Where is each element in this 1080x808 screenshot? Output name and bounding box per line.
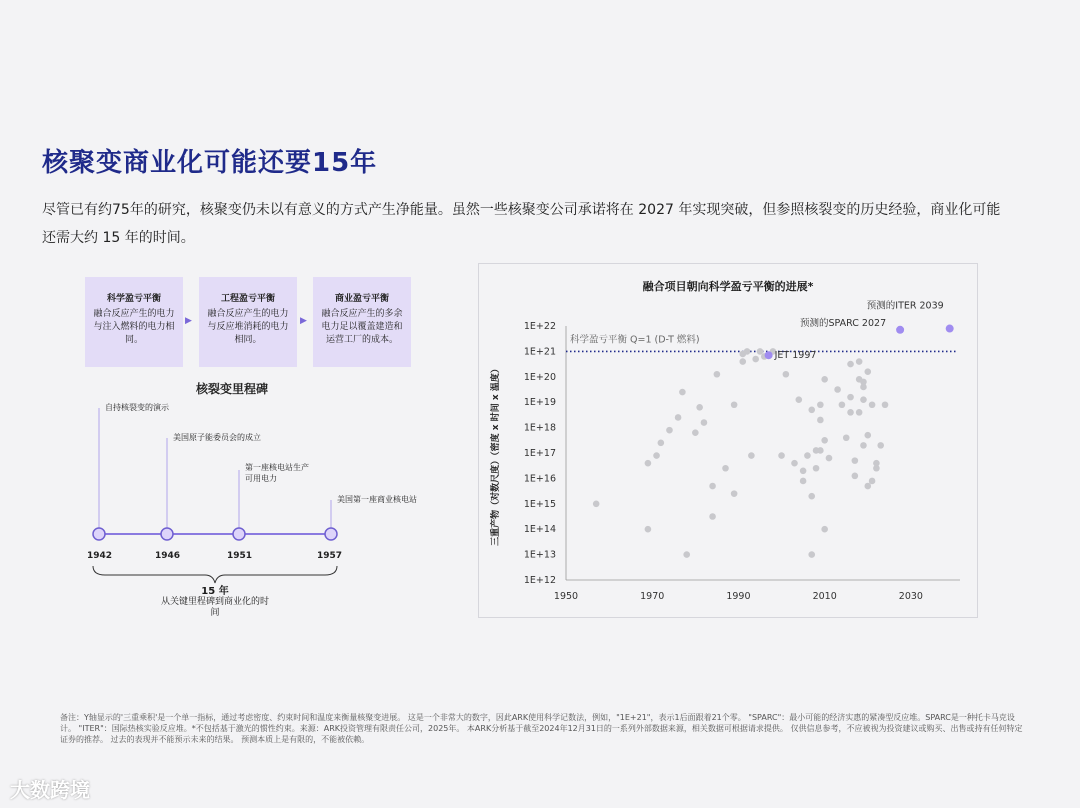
milestone-year: 1946: [155, 551, 181, 561]
data-point: [791, 460, 798, 467]
highlight-label: JET 1997: [774, 350, 817, 362]
data-point: [860, 379, 867, 386]
milestone-year: 1942: [87, 551, 113, 561]
y-tick-label: 1E+17: [523, 448, 556, 459]
data-point: [653, 452, 660, 459]
stage-desc: 融合反应产生的电力与注入燃料的电力相同。: [93, 309, 175, 345]
data-point: [808, 407, 815, 414]
data-point: [821, 437, 828, 444]
data-point: [808, 493, 815, 500]
milestone-label: 第一座核电站生产可用电力: [245, 463, 309, 483]
data-point: [783, 371, 790, 378]
data-point: [731, 401, 738, 408]
data-point: [701, 419, 708, 426]
data-point: [778, 452, 785, 459]
y-tick-label: 1E+18: [523, 422, 556, 434]
data-point: [696, 404, 703, 411]
timeline-title: 核裂变里程碑: [196, 382, 269, 396]
stage-title: 科学盈亏平衡: [106, 294, 161, 304]
data-point: [800, 467, 807, 474]
arrow-right-icon: ▶: [300, 316, 307, 326]
data-points: [593, 348, 888, 558]
data-point: [860, 396, 867, 403]
milestone-label: 美国第一座商业核电站: [337, 495, 417, 504]
data-point: [666, 427, 673, 434]
data-point: [683, 551, 690, 558]
duration-caption: 从关键里程碑到商业化的时间: [160, 597, 269, 618]
y-tick-label: 1E+21: [523, 346, 556, 358]
data-point: [658, 440, 665, 447]
milestone-label: 自持核裂变的演示: [105, 403, 169, 412]
stage-desc: 融合反应产生的电力与反应堆消耗的电力相同。: [207, 309, 289, 345]
y-ticks: [524, 321, 556, 586]
stage-title: 工程盈亏平衡: [220, 294, 275, 304]
data-point: [675, 414, 682, 421]
chart-title: 融合项目朝向科学盈亏平衡的进展*: [642, 280, 814, 293]
data-point: [808, 551, 815, 558]
data-point: [757, 348, 764, 355]
x-tick-label: 1950: [553, 591, 579, 602]
data-point: [593, 501, 600, 508]
watermark-logo: 大数跨境: [10, 778, 90, 802]
data-point: [826, 455, 833, 462]
y-tick-label: 1E+19: [523, 397, 556, 409]
y-tick-label: 1E+13: [523, 549, 556, 561]
highlight-point: [765, 351, 773, 359]
data-point: [731, 490, 738, 497]
data-point: [679, 389, 686, 396]
x-tick-label: 2010: [812, 591, 837, 602]
data-point: [839, 401, 846, 408]
data-point: [873, 460, 880, 467]
data-point: [817, 401, 824, 408]
highlight-point: [896, 326, 904, 334]
data-point: [864, 368, 871, 375]
y-tick-label: 1E+14: [523, 524, 556, 536]
y-axis-label: 三重产物（对数尺度）（密度 x 时间 x 温度）: [491, 364, 501, 546]
data-point: [843, 434, 850, 441]
data-point: [752, 356, 759, 363]
data-point: [821, 526, 828, 533]
data-point: [817, 417, 824, 424]
data-point: [722, 465, 729, 472]
data-point: [821, 376, 828, 383]
data-point: [847, 394, 854, 401]
duration-value: 15 年: [201, 586, 229, 597]
milestone-label: 美国原子能委员会的成立: [173, 433, 261, 442]
data-point: [796, 396, 803, 403]
y-tick-label: 1E+20: [523, 371, 556, 383]
data-point: [744, 348, 751, 355]
data-point: [864, 432, 871, 439]
data-point: [847, 409, 854, 416]
data-point: [692, 429, 699, 436]
data-point: [804, 452, 811, 459]
breakeven-label: 科学盈亏平衡 Q=1 (D-T 燃料): [570, 334, 700, 346]
data-point: [834, 386, 841, 393]
x-ticks: [554, 591, 923, 602]
data-point: [714, 371, 721, 378]
stage-desc: 融合反应产生的多余电力足以覆盖建造和运营工厂的成本。: [321, 309, 403, 345]
footnote: 备注：Y轴显示的'三重乘积'是一个单一指标，通过考虑密度、约束时间和温度来衡量核聚变进展。 这是一个非常大的数字，因此ARK使用科学记数法，例如，"1E+21"，表示1后面跟着21个零。 "SPARC"：最小可能的经济实惠的紧凑型反应堆。SPARC是一种托卡马克设计。 "ITER"：国际热核实验反应堆。*不包括基于激光的惯性约束。来源：ARK投资管理有限责任公司，2025年。 本ARK分析基于截至2024年12月31日的一系列外部数据来源，相关数据可根据请求提供。 仅供信息参考，不应被视为投资建议或购买、出售或持有任何特定证券的推荐。 过去的表现并不能预示未来的结果。 预测本质上是有限的，不能被依赖。: [60, 713, 1023, 744]
data-point: [748, 452, 755, 459]
data-point: [869, 401, 876, 408]
data-point: [709, 513, 716, 520]
y-tick-label: 1E+22: [523, 321, 556, 332]
data-point: [877, 442, 884, 449]
data-point: [864, 483, 871, 490]
data-point: [847, 361, 854, 368]
x-tick-label: 1990: [726, 591, 751, 602]
y-tick-label: 1E+16: [523, 473, 556, 485]
data-point: [856, 358, 863, 365]
data-point: [869, 478, 876, 485]
stage-title: 商业盈亏平衡: [334, 294, 389, 304]
x-tick-label: 1970: [640, 591, 665, 602]
highlight-point: [946, 325, 954, 333]
data-point: [800, 478, 807, 485]
highlight-label: 预测的SPARC 2027: [800, 317, 887, 329]
y-tick-label: 1E+12: [523, 575, 556, 586]
highlight-label: 预测的ITER 2039: [866, 300, 944, 312]
data-point: [882, 401, 889, 408]
data-point: [645, 526, 652, 533]
data-point: [852, 457, 859, 464]
milestone-year: 1957: [317, 551, 343, 561]
milestone-year: 1951: [227, 551, 253, 561]
x-tick-label: 2030: [898, 591, 923, 602]
data-point: [645, 460, 652, 467]
data-point: [817, 447, 824, 454]
y-tick-label: 1E+15: [523, 498, 556, 510]
data-point: [709, 483, 716, 490]
page-title: 核聚变商业化可能还要15年: [42, 148, 378, 178]
data-point: [860, 442, 867, 449]
data-point: [813, 465, 820, 472]
data-point: [739, 358, 746, 365]
intro-text: 尽管已有约75年的研究，核聚变仍未以有意义的方式产生净能量。虽然一些核聚变公司承诺将在 2027 年实现突破，但参照核裂变的历史经验，商业化可能还需大约 15 年的时间。: [42, 202, 1001, 246]
arrow-right-icon: ▶: [185, 316, 192, 326]
data-point: [852, 473, 859, 480]
data-point: [856, 409, 863, 416]
